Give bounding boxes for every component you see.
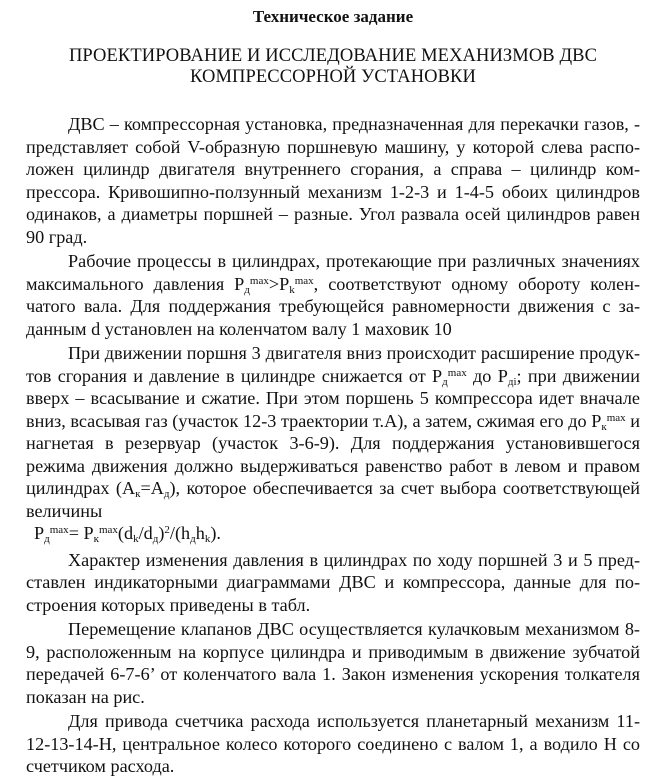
paragraph-5: Перемещение клапанов ДВС осуществляется кулачковым механизмом 8-9, расположенным на корпусе цилиндра и приводимым в движение зубчатой передачей 6-7-6’ от коленчатого вала 1. Закон изменения ускорения толкателя показан на рис. — [26, 619, 640, 707]
document-title-line-2: КОМПРЕССОРНОЙ УСТАНОВКИ — [190, 67, 476, 87]
paragraph-2 — [26, 250, 640, 340]
p2-text-3: , соответствуют одному обороту коленчатого вала. Для поддержания требующейся равномерности движения с заданным d установлен на коленчатом валу 1 маховик 10 — [26, 273, 640, 339]
p3-sub-4: к — [135, 488, 141, 500]
p3-text-6: ), которое обеспечивается за счет выбора соответствующей величины — [26, 478, 640, 521]
formula-part-d: /d — [138, 523, 153, 543]
paragraph-3 — [26, 342, 640, 522]
p3-sub-3: к — [601, 420, 607, 433]
p3-text-3: ; при движении вверх – всасывание и сжатие. При этом поршень 5 компрессора идет вначале вниз, всасывая газ (участок 12-3 траектории т.А), а затем, сжимая его до P — [26, 365, 640, 431]
p2-sub-2: k — [289, 283, 295, 296]
formula-sup-e: 2 — [164, 524, 170, 536]
formula-sub-d: д — [152, 533, 159, 545]
formula-part-g: h — [195, 523, 205, 543]
p3-sup-1: max — [447, 366, 467, 379]
formula-sub-c: k — [133, 533, 139, 545]
formula-sub-a: д — [44, 533, 50, 545]
formula-sub-f: д — [190, 533, 196, 545]
p3-sup-3: max — [606, 411, 626, 424]
paragraph-4: Характер изменения давления в цилиндрах по ходу поршней 3 и 5 представлен индикаторными диаграммами ДВС и компрессора, данные для построения которых приведены в табл. — [26, 549, 640, 615]
p3-text-5: =A — [140, 478, 164, 498]
formula — [34, 522, 640, 545]
formula-sup-b: max — [98, 524, 118, 536]
p2-sup-2: max — [294, 274, 314, 287]
p3-text-4: и нагнетая в резервуар (участок 3-6-9). Для поддержания установившегося режима движения должно выдерживаться равенство работ в левом и правом цилиндрах (A — [26, 410, 640, 498]
document-title-line-1: ПРОЕКТИРОВАНИЕ И ИССЛЕДОВАНИЕ МЕХАНИЗМОВ ДВС — [68, 46, 598, 66]
formula-part-h: ). — [210, 523, 221, 543]
document-heading: Техническое задание — [252, 7, 414, 26]
p3-sub-1: д — [442, 375, 448, 388]
p3-text-2: до P — [466, 365, 508, 386]
formula-part-b: = P — [68, 523, 94, 543]
formula-part-f: /(h — [169, 523, 191, 543]
formula-sub-b: к — [93, 533, 99, 545]
p2-text-2: >P — [268, 273, 290, 294]
p3-text-1: При движении поршня 3 двигателя вниз происходит расширение продуктов сгорания и давление в цилиндре снижается от P — [26, 343, 640, 386]
formula-sup-a: max — [49, 524, 69, 536]
p2-sup-1: max — [249, 274, 269, 287]
paragraph-1: ДВС – компрессорная установка, предназначенная для перекачки газов, - представляет собой V-образную поршневую машину, у которой слева расположен цилиндр двигателя внутреннего сгорания, а справа – цилиндр компрессора. Кривошипно-ползунный механизм 1-2-3 и 1-4-5 обоих цилиндров одинаков, а диаметры поршней – разные. Угол развала осей цилиндров равен 90 град. — [26, 114, 640, 247]
document-title — [26, 46, 640, 88]
p2-text-1: Рабочие процессы в цилиндрах, протекающие при различных значениях максимального давления P — [26, 251, 640, 294]
p3-sub-2: дi — [507, 375, 517, 388]
formula-part-a: P — [34, 523, 45, 543]
p3-sub-5: д — [163, 488, 170, 500]
paragraph-6: Для привода счетчика расхода используется планетарный механизм 11-12-13-14-H, центральное колесо которого соединено с валом 1, а водило H со счетчиком расхода. — [26, 711, 640, 776]
formula-part-c: (d — [117, 523, 134, 543]
formula-part-e: ) — [158, 523, 165, 543]
p2-sub-1: д — [244, 283, 250, 296]
formula-sub-g: k — [204, 533, 211, 545]
